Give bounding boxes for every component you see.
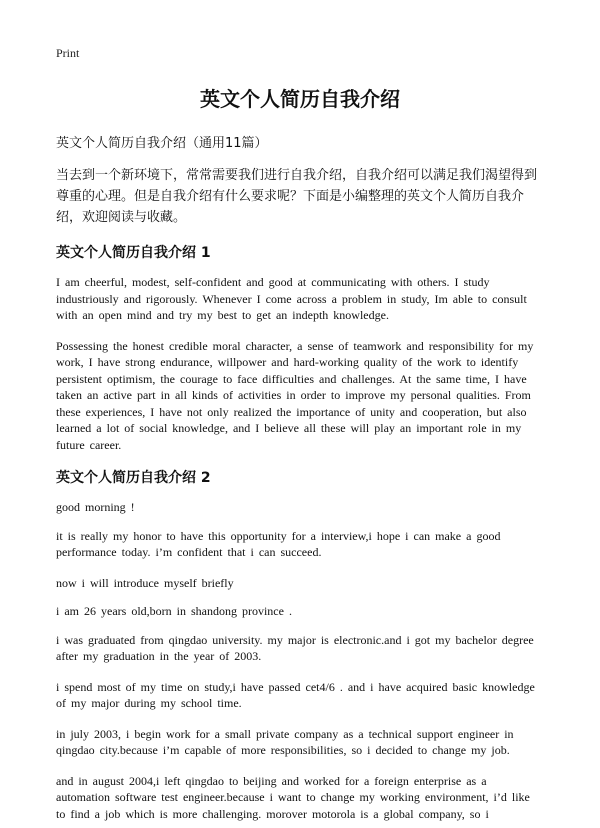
print-link[interactable]: Print: [56, 46, 80, 60]
section-2-paragraph-2: it is really my honor to have this opportunity for a interview,i hope i can make a good performance today. i’m confident that i can succeed.: [56, 528, 501, 559]
document-title: 英文个人简历自我介绍: [200, 87, 400, 111]
section-2-paragraph-4: i am 26 years old,born in shandong province .: [56, 604, 292, 618]
section-2-paragraph-3: now i will introduce myself briefly: [56, 575, 234, 590]
section-2-heading: 英文个人简历自我介绍 2: [56, 470, 211, 486]
section-2-paragraph-6: i spend most of my time on study,i have passed cet4/6 . and i have acquired basic knowledge of my major during my school time.: [56, 679, 535, 710]
section-2: [56, 467, 544, 822]
section-2-paragraph-7: in july 2003, i begin work for a small private company as a technical support engineer in qingdao city.because i’m capable of more responsibilities, so i decided to change my job.: [56, 726, 514, 757]
section-1-paragraph-1: I am cheerful, modest, self-confident and good at communicating with others. I study industriously and rigorously. Whenever I come across a problem in study, Im able to consult with an open mind and try my best to get an indepth knowledge.: [56, 275, 527, 322]
section-2-paragraph-1: good morning !: [56, 500, 135, 514]
section-1: [56, 242, 544, 453]
section-1-paragraph-2: Possessing the honest credible moral character, a sense of teamwork and responsibility for my work, I have strong endurance, willpower and hard-working quality of the work to identify persistent optimism, the courage to face difficulties and challenges. At the same time, I have taken an active part in all kinds of activities in order to improve my personal qualities. From these experiences, I have not only realized the importance of unity and cooperation, but also learned a lot of social knowledge, and I believe all these will play an important role in my future career.: [56, 338, 534, 452]
section-2-paragraph-5: i was graduated from qingdao university. my major is electronic.and i got my bachelor degree after my graduation in the year of 2003.: [56, 632, 534, 663]
intro-paragraph: 当去到一个新环境下，常常需要我们进行自我介绍，自我介绍可以满足我们渴望得到尊重的心理。但是自我介绍有什么要求呢？下面是小编整理的英文个人简历自我介绍，欢迎阅读与收藏。: [56, 168, 538, 225]
section-1-heading: 英文个人简历自我介绍 1: [56, 245, 211, 261]
section-2-paragraph-8: and in august 2004,i left qingdao to beijing and worked for a foreign enterprise as a automation software test engineer.because i want to change my working environment, i’d like to find a job which is more challenging. morover motorola is a global company, so i: [56, 773, 530, 821]
document-subtitle: 英文个人简历自我介绍（通用11篇）: [56, 136, 268, 151]
